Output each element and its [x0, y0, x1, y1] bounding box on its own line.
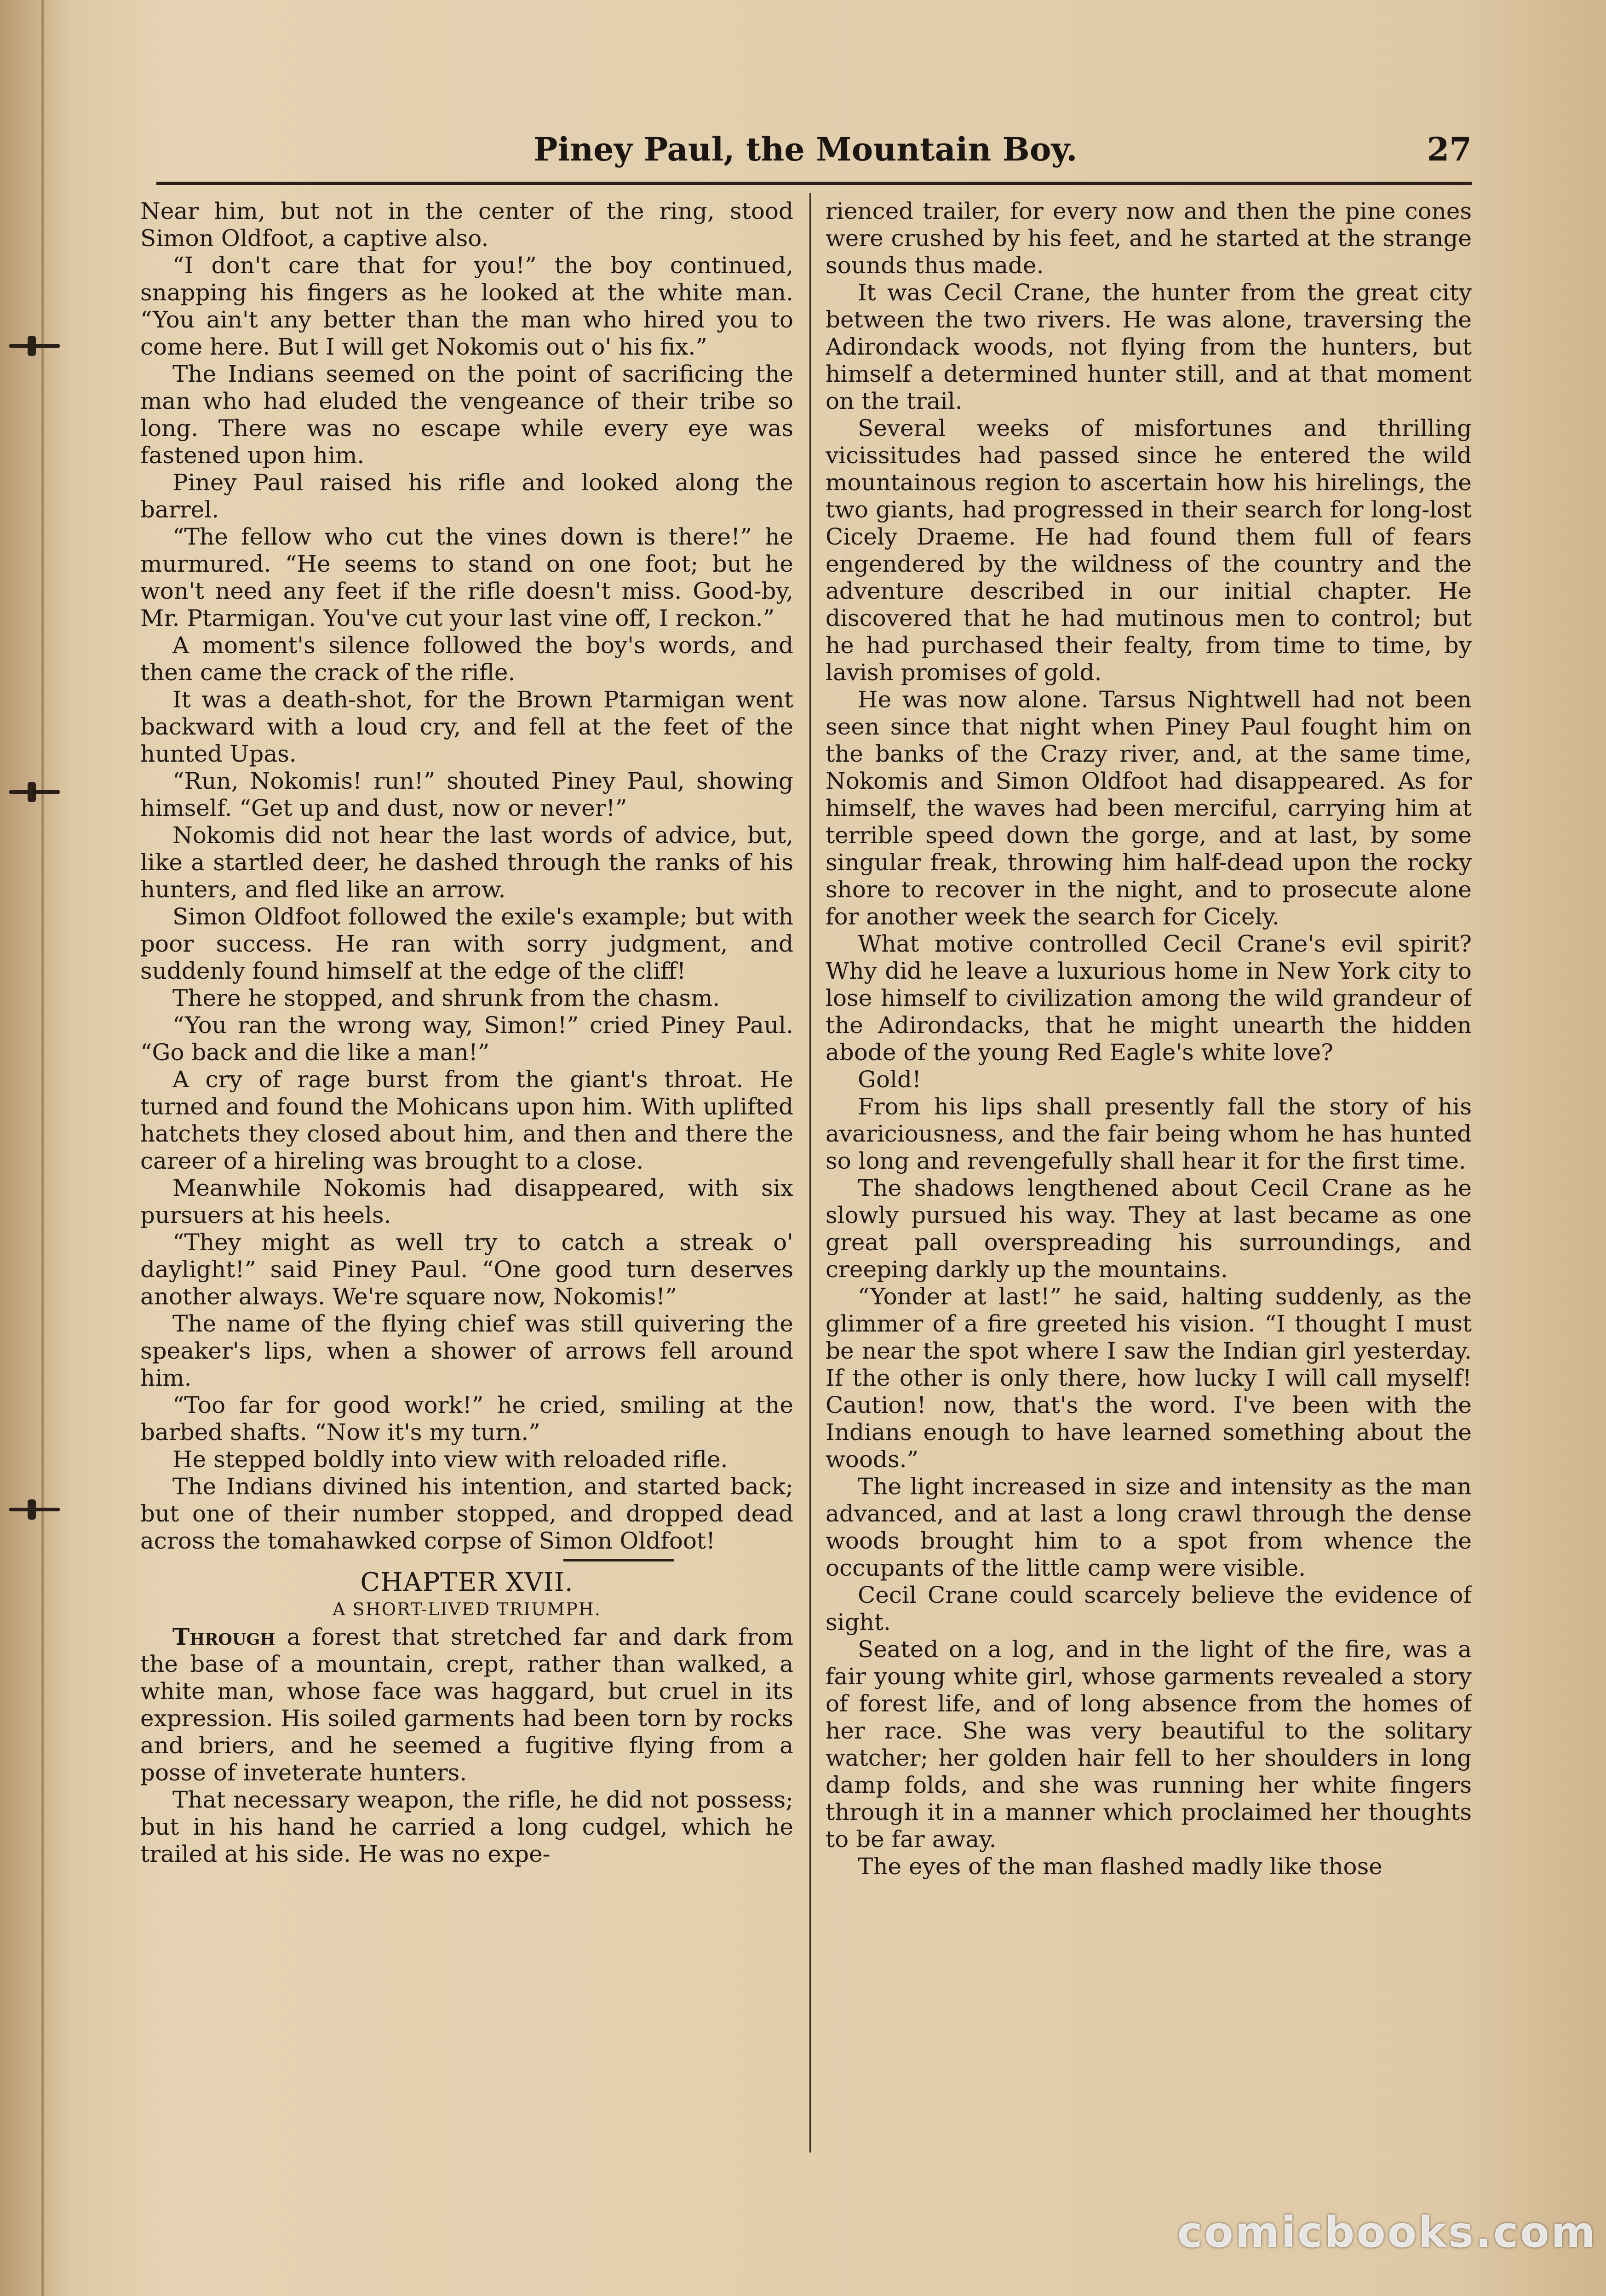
paragraph: rienced trailer, for every now and then the pine cones were crushed by his feet, and he started at the strange sounds thus made. — [826, 198, 1472, 279]
paragraph: What motive controlled Cecil Crane's evil spirit? Why did he leave a luxurious home in New York city to lose himself to civilization among the wild grandeur of the Adirondacks, that he might unearth the hidden abode of the young Red Eagle's white love? — [826, 930, 1472, 1066]
chapter-subheading: A SHORT-LIVED TRIUMPH. — [333, 1599, 601, 1619]
paragraph: A cry of rage burst from the giant's throat. He turned and found the Mohicans upon him. With uplifted hatchets they closed about him, and then and there the career of a hireling was brought to a close. — [140, 1066, 793, 1174]
paragraph: Cecil Crane could scarcely believe the evidence of sight. — [826, 1582, 1472, 1636]
header-rule — [156, 182, 1472, 185]
paragraph: Meanwhile Nokomis had disappeared, with six pursuers at his heels. — [140, 1175, 793, 1228]
running-title: Piney Paul, the Mountain Boy. — [533, 130, 1078, 168]
paragraph: “Too far for good work!” he cried, smiling at the barbed shafts. “Now it's my turn.” — [140, 1392, 793, 1446]
chapter-opening-paragraph — [140, 1623, 793, 1786]
binding-stitch-icon — [9, 1499, 60, 1520]
paragraph: From his lips shall presently fall the story of his avariciousness, and the fair being whom he has hunted so long and revengefully shall hear it for the first time. — [826, 1093, 1472, 1174]
paragraph: The light increased in size and intensity as the man advanced, and at last a long crawl through the dense woods brought him to a spot from whence the occupants of the little camp were visible. — [826, 1473, 1472, 1581]
chapter-dropcap: Through — [172, 1623, 275, 1650]
paragraph: Near him, but not in the center of the ring, stood Simon Oldfoot, a captive also. — [140, 198, 793, 252]
paragraph: The eyes of the man flashed madly like those — [858, 1853, 1382, 1880]
paragraph: That necessary weapon, the rifle, he did not possess; but in his hand he carried a long cudgel, which he trailed at his side. He was no expe- — [140, 1786, 793, 1867]
left-column — [140, 198, 793, 2162]
paragraph: “They might as well try to catch a streak o' daylight!” said Piney Paul. “One good turn deserves another always. We're square now, Nokomis!” — [140, 1229, 793, 1310]
paragraph: “You ran the wrong way, Simon!” cried Piney Paul. “Go back and die like a man!” — [140, 1012, 793, 1066]
running-header — [138, 124, 1472, 175]
paragraph: The Indians divined his intention, and started back; but one of their number stopped, and dropped dead across the tomahawked corpse of Simon Oldfoot! — [140, 1473, 793, 1554]
site-watermark: comicbooks.com — [1177, 2208, 1597, 2257]
paragraph: Simon Oldfoot followed the exile's example; but with poor success. He ran with sorry judgment, and suddenly found himself at the edge of the cliff! — [140, 903, 793, 984]
paragraph: It was a death-shot, for the Brown Ptarmigan went backward with a loud cry, and fell at the feet of the hunted Upas. — [140, 686, 793, 767]
paragraph: Piney Paul raised his rifle and looked along the barrel. — [140, 469, 793, 523]
paragraph: The name of the flying chief was still quivering the speaker's lips, when a shower of arrows fell around him. — [140, 1310, 793, 1391]
column-divider — [809, 193, 811, 2152]
binding-stitch-icon — [9, 336, 60, 356]
paragraph: He stepped boldly into view with reloaded rifle. — [172, 1446, 728, 1473]
paragraph: Several weeks of misfortunes and thrilling vicissitudes had passed since he entered the wild mountainous region to ascertain how his hirelings, the two giants, had progressed in their search for long-lost Cicely Draeme. He had found them full of fears engendered by the wildness of the country and the adventure described in our initial chapter. He discovered that he had mutinous men to control; but he had purchased their fealty, from time to time, by lavish promises of gold. — [826, 415, 1472, 686]
paragraph: He was now alone. Tarsus Nightwell had not been seen since that night when Piney Paul fought him on the banks of the Crazy river, and, at the same time, Nokomis and Simon Oldfoot had disappeared. As for himself, the waves had been merciful, carrying him at terrible speed down the gorge, and at last, by some singular freak, throwing him half-dead upon the rocky shore to recover in the night, and to prosecute alone for another week the search for Cicely. — [826, 686, 1472, 930]
paragraph: Nokomis did not hear the last words of advice, but, like a startled deer, he dashed through the ranks of his hunters, and fled like an arrow. — [140, 822, 793, 903]
page-number: 27 — [1427, 130, 1472, 168]
paragraph: Gold! — [858, 1066, 922, 1093]
paragraph: “Run, Nokomis! run!” shouted Piney Paul, showing himself. “Get up and dust, now or never!” — [140, 768, 793, 821]
paragraph: “The fellow who cut the vines down is there!” he murmured. “He seems to stand on one foot; but he won't need any feet if the rifle doesn't miss. Good-by, Mr. Ptarmigan. You've cut your last vine off, I reckon.” — [140, 523, 793, 631]
section-rule — [563, 1559, 674, 1561]
paragraph: “I don't care that for you!” the boy continued, snapping his fingers as he looked at the white man. “You ain't any better than the man who hired you to come here. But I will get Nokomis out o' his fix.” — [140, 252, 793, 360]
paragraph: Seated on a log, and in the light of the fire, was a fair young white girl, whose garments revealed a story of forest life, and of long absence from the homes of her race. She was very beautiful to the solitary watcher; her golden hair fell to her shoulders in long damp folds, and she was running her white fingers through it in a manner which proclaimed her thoughts to be far away. — [826, 1636, 1472, 1853]
paragraph: A moment's silence followed the boy's words, and then came the crack of the rifle. — [140, 632, 793, 686]
paragraph: The Indians seemed on the point of sacrificing the man who had eluded the vengeance of their tribe so long. There was no escape while every eye was fastened upon him. — [140, 361, 793, 469]
chapter-heading: CHAPTER XVII. — [360, 1567, 574, 1597]
paragraph-text: a forest that stretched far and dark from the base of a mountain, crept, rather than walked, a white man, whose face was haggard, but cruel in its expression. His soiled garments had been torn by rocks and briers, and he seemed a fugitive flying from a posse of inveterate hunters. — [140, 1624, 793, 1786]
paragraph: There he stopped, and shrunk from the chasm. — [172, 985, 720, 1011]
right-column — [826, 198, 1472, 2162]
paragraph: The shadows lengthened about Cecil Crane as he slowly pursued his way. They at last became as one great pall overspreading his surroundings, and creeping darkly up the mountains. — [826, 1175, 1472, 1283]
paragraph: It was Cecil Crane, the hunter from the great city between the two rivers. He was alone, traversing the Adirondack woods, not flying from the hunters, but himself a determined hunter still, and at that moment on the trail. — [826, 279, 1472, 414]
binding-stitch-icon — [9, 782, 60, 802]
paragraph: “Yonder at last!” he said, halting suddenly, as the glimmer of a fire greeted his vision. “I thought I must be near the spot where I saw the Indian girl yesterday. If the other is only there, how lucky I will call myself! Caution! now, that's the word. I've been with the Indians enough to have learned something about the woods.” — [826, 1283, 1472, 1473]
